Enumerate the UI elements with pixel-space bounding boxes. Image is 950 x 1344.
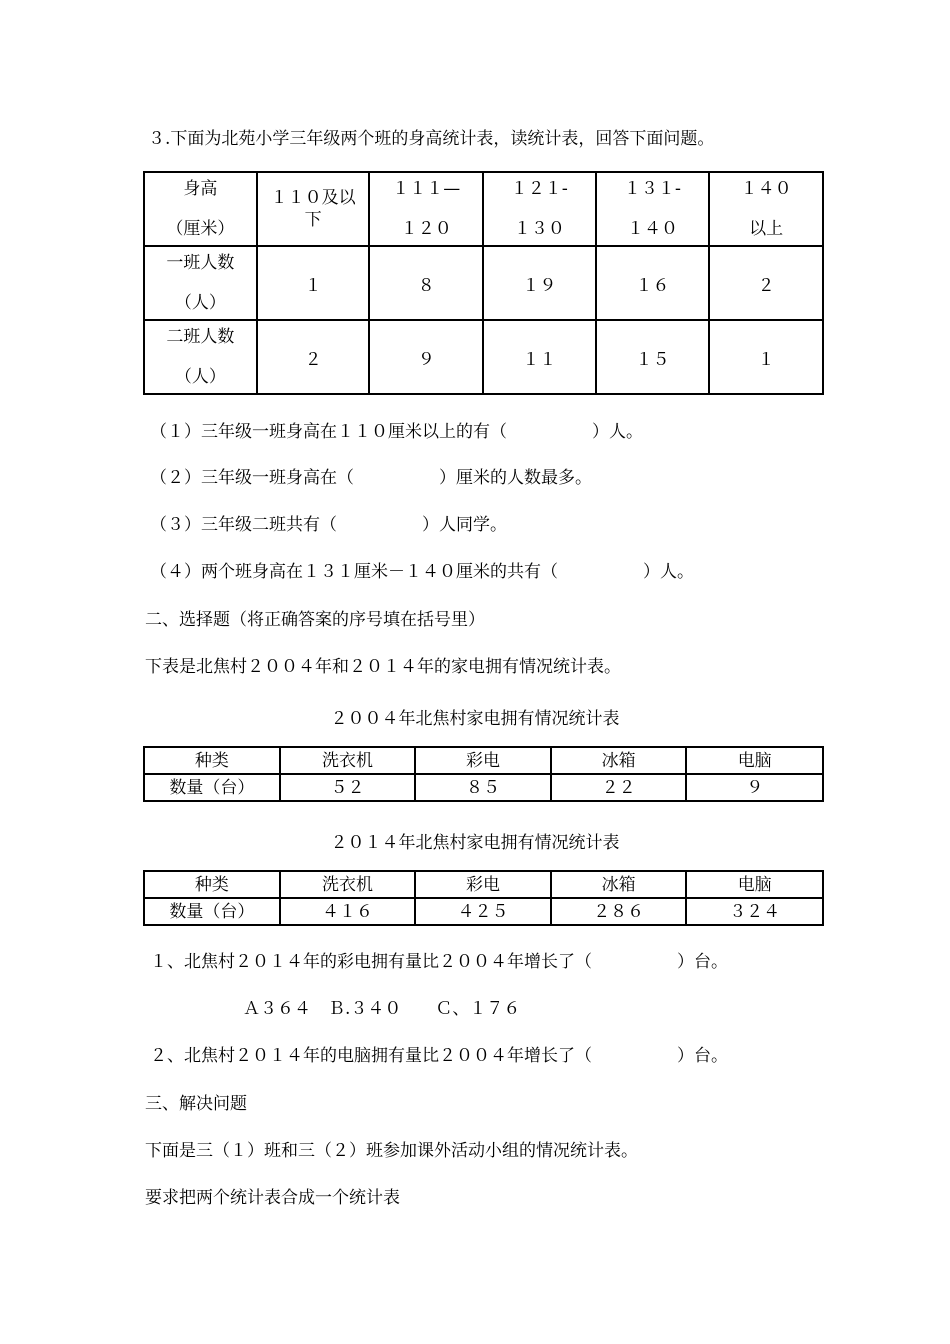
q3-item-2: （２）三年级一班身高在（ ）厘米的人数最多。: [150, 468, 592, 488]
header-cell: 种类: [144, 747, 280, 774]
table-row: [144, 871, 823, 898]
table-2014-title: ２０１４年北焦村家电拥有情况统计表: [330, 833, 620, 853]
header-cell: １１１— １２０: [369, 172, 483, 246]
section3-intro: 下面是三（１）班和三（２）班参加课外活动小组的情况统计表。: [145, 1141, 638, 1161]
table-cell: ２: [709, 246, 823, 320]
section2-question-1-options: Ａ３６４ Ｂ.３４０ Ｃ、１７６: [243, 999, 521, 1019]
header-cell: 彩电: [415, 871, 551, 898]
table-cell: ２８６: [551, 898, 687, 925]
header-cell: 洗衣机: [280, 871, 416, 898]
table-cell: １６: [596, 246, 710, 320]
height-table: [143, 171, 824, 395]
header-cell: 电脑: [686, 747, 823, 774]
section3-requirement: 要求把两个统计表合成一个统计表: [145, 1188, 400, 1208]
table-2004-title: ２００４年北焦村家电拥有情况统计表: [330, 709, 620, 729]
header-label-cell: 身高 （厘米）: [144, 172, 257, 246]
table-cell: ５２: [280, 774, 416, 801]
header-cell: １４０ 以上: [709, 172, 823, 246]
table-cell: ２: [257, 320, 370, 394]
table-row: [144, 898, 823, 925]
table-cell: １: [709, 320, 823, 394]
table-row: [144, 172, 823, 246]
table-cell: １９: [483, 246, 596, 320]
header-cell: １３１- １４０: [596, 172, 710, 246]
row-label-cell: 数量（台）: [144, 898, 280, 925]
header-cell: 洗衣机: [280, 747, 416, 774]
header-cell: １１０及以 下: [257, 172, 370, 246]
row-label-cell: 数量（台）: [144, 774, 280, 801]
q3-intro: ３.下面为北苑小学三年级两个班的身高统计表，读统计表，回答下面问题。: [148, 129, 715, 149]
table-cell: ４２５: [415, 898, 551, 925]
q3-item-4: （４）两个班身高在１３１厘米－１４０厘米的共有（ ）人。: [150, 562, 694, 582]
header-cell: 种类: [144, 871, 280, 898]
table-cell: ９: [369, 320, 483, 394]
table-cell: ８: [369, 246, 483, 320]
row-label-cell: 二班人数 （人）: [144, 320, 257, 394]
header-cell: １２１- １３０: [483, 172, 596, 246]
section2-question-1: １、北焦村２０１４年的彩电拥有量比２００４年增长了（ ）台。: [150, 952, 728, 972]
table-row: [144, 747, 823, 774]
section3-title: 三、解决问题: [145, 1094, 247, 1114]
table-row: [144, 774, 823, 801]
section2-intro: 下表是北焦村２００４年和２０１４年的家电拥有情况统计表。: [145, 657, 621, 677]
table-cell: １５: [596, 320, 710, 394]
header-cell: 冰箱: [551, 871, 687, 898]
table-row: [144, 246, 823, 320]
header-cell: 电脑: [686, 871, 823, 898]
q3-item-3: （３）三年级二班共有（ ）人同学。: [150, 515, 507, 535]
table-cell: ８５: [415, 774, 551, 801]
header-cell: 冰箱: [551, 747, 687, 774]
section2-question-2: ２、北焦村２０１４年的电脑拥有量比２００４年增长了（ ）台。: [150, 1046, 728, 1066]
table-cell: ２２: [551, 774, 687, 801]
section2-title: 二、选择题（将正确答案的序号填在括号里）: [145, 610, 485, 630]
header-cell: 彩电: [415, 747, 551, 774]
q3-item-1: （１）三年级一班身高在１１０厘米以上的有（ ）人。: [150, 422, 643, 442]
table-2004: [143, 746, 824, 802]
table-cell: ４１６: [280, 898, 416, 925]
table-2014: [143, 870, 824, 926]
table-row: [144, 320, 823, 394]
table-cell: １: [257, 246, 370, 320]
table-cell: １１: [483, 320, 596, 394]
table-cell: ９: [686, 774, 823, 801]
row-label-cell: 一班人数 （人）: [144, 246, 257, 320]
table-cell: ３２４: [686, 898, 823, 925]
